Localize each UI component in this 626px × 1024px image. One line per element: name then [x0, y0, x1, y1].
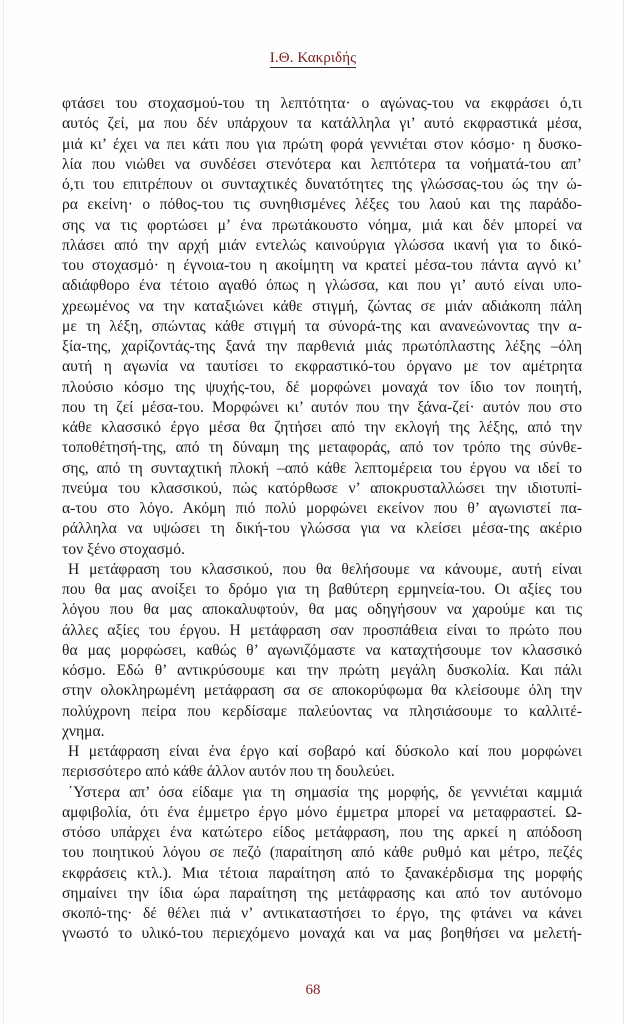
text-line: χνημα. [62, 722, 105, 740]
text-line: αδιάφθορο ένα τέτοιο αγαθό όπως η γλώσσα, και που γι’ αυτό είναι υπο- [62, 277, 582, 295]
text-line: εκφράσεις κτλ.). Μια τέτοια παραίτηση από το ξανακέρδισμα της μορφής [62, 864, 582, 882]
text-line: που θα μας ανοίξει το δρόμο για τη βαθύτερη ερμηνεία-του. Οι αξίες του [62, 581, 582, 598]
text-line: πολύχρονη πείρα που κερδίσαμε παλεύοντας να πλησιάσουμε το καλλιτέ- [62, 702, 582, 720]
scan-edge-left [3, 0, 4, 1024]
text-line: ξία-της, χαρίζοντάς-της ξανά την παρθενιά μιάς πρωτόπλαστης λέξης –όλη [62, 338, 582, 355]
text-line: τον ξένο στοχασμό. [62, 540, 185, 558]
text-line: τοποθέτησή-της, από τη δύναμη της μεταφοράς, από τον τρόπο της σύνθε- [62, 439, 582, 457]
text-line: κόσμο. Εδώ θ’ αντικρύσουμε και την πρώτη μεγάλη δυσκολία. Και πάλι [62, 662, 582, 679]
text-line: του ποιητικού λόγου σε πεζό (παραίτηση από κάθε ρυθμό και μέτρο, πεζές [62, 844, 582, 862]
text-line: στόσο υπάρχει ένα κατώτερο είδος μετάφραση, που της αρκεί η απόδοση [62, 824, 582, 841]
text-line: χρεωμένος να την καταξιώνει κάθε στιγμή, ζώντας σε μιάν αδιάκοπη πάλη [62, 297, 582, 315]
text-line: αυτή η αγωνία να ταυτίσει το εκφραστικό-του όργανο με τον αμέτρητα [62, 358, 582, 376]
text-line: σης να τις φορτώσει μ’ ένα πρωτάκουστο νόημα, μιά και δέν μπορεί να [62, 216, 582, 234]
text-line: Η μετάφραση είναι ένα έργο καί σοβαρό καί δύσκολο καί που μορφώνει [68, 743, 582, 760]
text-line: θα μας μορφώσει, καθώς θ’ αγωνιζόμαστε να καταχτήσουμε τον κλασσικό [62, 641, 582, 659]
text-line: άλλες αξίες του έργου. Η μετάφραση σαν προσπάθεια είναι το πρώτο που [62, 621, 582, 639]
text-line: αμφιβολία, ότι ένα έμμετρο έργο μόνο έμμετρα μπορεί να μεταφραστεί. Ω- [62, 803, 582, 821]
text-line: πνεύμα του κλασσικού, πώς κατόρθωσε ν’ αποκρυσταλλώσει την ιδιοτυπί- [62, 479, 582, 497]
page-number: 68 [305, 982, 321, 998]
text-line: Η μετάφραση του κλασσικού, που θα θελήσουμε να κάνουμε, αυτή είναι [68, 560, 582, 578]
text-line: σημαίνει την ίδια ώρα παραίτηση της μετάφρασης και από τον αυτόνομο [62, 884, 582, 902]
text-line: στην ολοκληρωμένη μετάφραση σα σε αποκορύφωμα θα κλείσουμε όλη την [62, 682, 582, 700]
text-line: σης, από τη συνταχτική πλοκή –από κάθε λεπτομέρεια του έργου να ιδεί το [62, 459, 582, 477]
text-line: πλάσει από την αρχή μιάν εντελώς καινούργια γλώσσα ικανή για το δικό- [62, 236, 582, 254]
running-head [0, 47, 626, 67]
text-line: λόγου που θα μας αποκαλυφτούν, θα μας οδηγήσουν να χαρούμε και τις [62, 601, 582, 619]
text-line: γνωστό το υλικό-του περιεχόμενο μοναχά και να μας βοηθήσει να μελετή- [62, 925, 582, 943]
text-line: φτάσει του στοχασμού-του τη λεπτότητα· ο αγώνας-του να εκφράσει ό,τι [62, 95, 582, 112]
text-line: κάθε κλασσικό έργο μέσα θα ζητήσει από την εκλογή της λέξης, από την [62, 419, 582, 436]
text-line: μιά κι’ έχει να πει κάτι που για πρώτη φορά γεννιέται στον κόσμο· η δυσκο- [62, 135, 582, 153]
text-line: του στοχασμό· η έγνοια-του η ακοίμητη να κρατεί μέσα-του πάντα αγνό κι’ [62, 257, 582, 274]
text-line: ΄Υστερα απ’ όσα είδαμε για τη σημασία της μορφής, δε γεννιέται καμμιά [68, 783, 582, 801]
scan-edge-right [623, 0, 624, 1024]
text-line: α-του στο λόγο. Ακόμη πιό πολύ μορφώνει εκείνον που θ’ αγωνιστεί πα- [62, 500, 582, 517]
text-line: περισσότερο από κάθε άλλον αυτόν που τη δουλεύει. [62, 763, 395, 781]
text-line: που τη ζεί μέσα-του. Μορφώνει κι’ αυτόν που την ξάνα-ζεί· αυτόν που στο [62, 398, 582, 416]
paragraph [62, 560, 582, 742]
paragraph [62, 94, 582, 560]
text-line: αυτός ζεί, μα που δέν υπάρχουν τα κατάλληλα γι’ αυτό εκφραστικά μέσα, [62, 115, 582, 133]
text-line: ό,τι του επιτρέπουν οι συνταχτικές δυνατότητες της γλώσσας-του ώς την ώ- [62, 176, 582, 193]
text-line: λία που νιώθει να συνδέσει στενότερα και λεπτότερα τα νοήματά-του απ’ [62, 155, 582, 173]
body-text [62, 94, 582, 945]
text-line: ράλληλα να υψώσει τη δική-του γλώσσα για να κλείσει μέσα-της ακέριο [62, 520, 582, 538]
text-line: με τη λέξη, σπώντας κάθε στιγμή τα σύνορά-της και ανανεώνοντας την α- [62, 317, 582, 335]
text-line: σκοπό-της· δέ θέλει πιά ν’ αντικαταστήσει το έργο, της φτάνει να κάνει [62, 905, 582, 922]
running-head-author: Ι.Θ. Κακριδής [269, 50, 357, 66]
text-line: ρα εκείνη· ο πόθος-του τις συνηθισμένες λέξες του λαού και της παράδο- [62, 196, 582, 214]
text-line: πλούσιο κόσμο της ψυχής-του, δέ μορφώνει μοναχά τον ίδιο τον ποιητή, [62, 378, 582, 396]
paragraph [62, 783, 582, 945]
paragraph [62, 742, 582, 783]
